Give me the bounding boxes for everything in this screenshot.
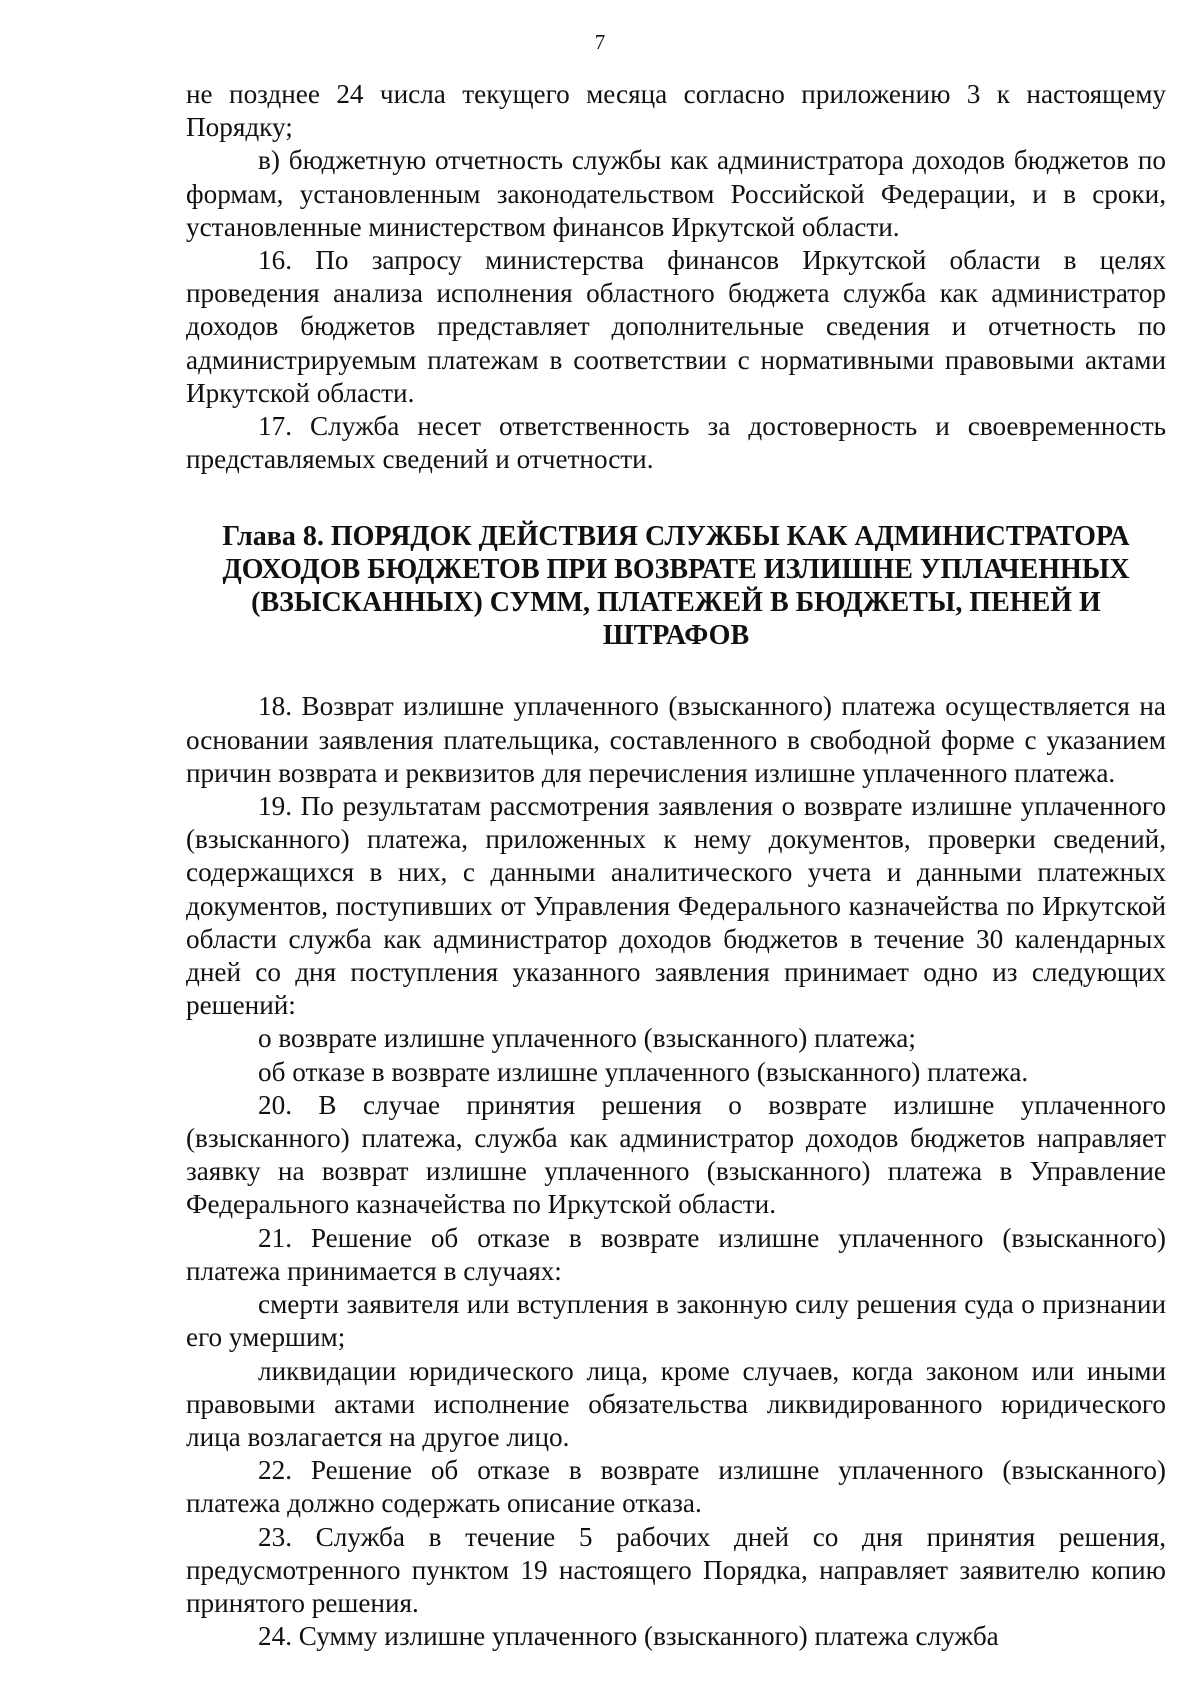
paragraph: 17. Служба несет ответственность за достоверность и своевременность представляемых сведений и отчетности. (186, 411, 1166, 475)
paragraph: не позднее 24 числа текущего месяца согласно приложению 3 к настоящему Порядку; (186, 79, 1166, 143)
paragraph: 19. По результатам рассмотрения заявления о возврате излишне уплаченного (взысканного) платежа, приложенных к нему документов, проверки сведений, содержащихся в них, с данными аналитического учета и данными платежных документов, поступивших от Управления Федерального казначейства по Иркутской области служба как администратор доходов бюджетов в течение 30 календарных дней со дня поступления указанного заявления принимает одно из следующих решений: (186, 791, 1166, 1021)
paragraph: 18. Возврат излишне уплаченного (взысканного) платежа осуществляется на основании заявления плательщика, составленного в свободной форме с указанием причин возврата и реквизитов для перечисления излишне уплаченного платежа. (186, 691, 1166, 788)
paragraph: об отказе в возврате излишне уплаченного (взысканного) платежа. (258, 1056, 1029, 1087)
paragraph: 16. По запросу министерства финансов Иркутской области в целях проведения анализа исполнения областного бюджета служба как администратор доходов бюджетов представляет дополнительные сведения и отчетность по администрируемым платежам в соответствии с нормативными правовыми актами Иркутской области. (186, 245, 1166, 408)
paragraph: в) бюджетную отчетность службы как администратора доходов бюджетов по формам, установленным законодательством Российской Федерации, и в сроки, установленные министерством финансов Иркутской области. (186, 145, 1166, 242)
paragraph: ликвидации юридического лица, кроме случаев, когда законом или иными правовыми актами исполнение обязательства ликвидированного юридического лица возлагается на другое лицо. (186, 1355, 1166, 1452)
paragraph: 23. Служба в течение 5 рабочих дней со дня принятия решения, предусмотренного пунктом 19 настоящего Порядка, направляет заявителю копию принятого решения. (186, 1521, 1166, 1618)
paragraph: смерти заявителя или вступления в законную силу решения суда о признании его умершим; (186, 1289, 1166, 1353)
paragraph: 22. Решение об отказе в возврате излишне уплаченного (взысканного) платежа должно содержать описание отказа. (186, 1455, 1166, 1519)
chapter-heading: Глава 8. ПОРЯДОК ДЕЙСТВИЯ СЛУЖБЫ КАК АДМИНИСТРАТОРА ДОХОДОВ БЮДЖЕТОВ ПРИ ВОЗВРАТЕ ИЗЛИШНЕ УПЛАЧЕННЫХ (ВЗЫСКАННЫХ) СУММ, ПЛАТЕЖЕЙ В БЮДЖЕТЫ, ПЕНЕЙ И ШТРАФОВ (222, 521, 1130, 652)
document-body (186, 78, 1166, 1653)
paragraph: 21. Решение об отказе в возврате излишне уплаченного (взысканного) платежа принимается в случаях: (186, 1222, 1166, 1286)
paragraph: о возврате излишне уплаченного (взысканного) платежа; (258, 1023, 916, 1054)
paragraph: 24. Сумму излишне уплаченного (взысканного) платежа служба (258, 1621, 999, 1652)
paragraph: 20. В случае принятия решения о возврате излишне уплаченного (взысканного) платежа, служба как администратор доходов бюджетов направляет заявку на возврат излишне уплаченного (взысканного) платежа в Управление Федерального казначейства по Иркутской области. (186, 1089, 1166, 1220)
page-number: 7 (594, 30, 606, 54)
